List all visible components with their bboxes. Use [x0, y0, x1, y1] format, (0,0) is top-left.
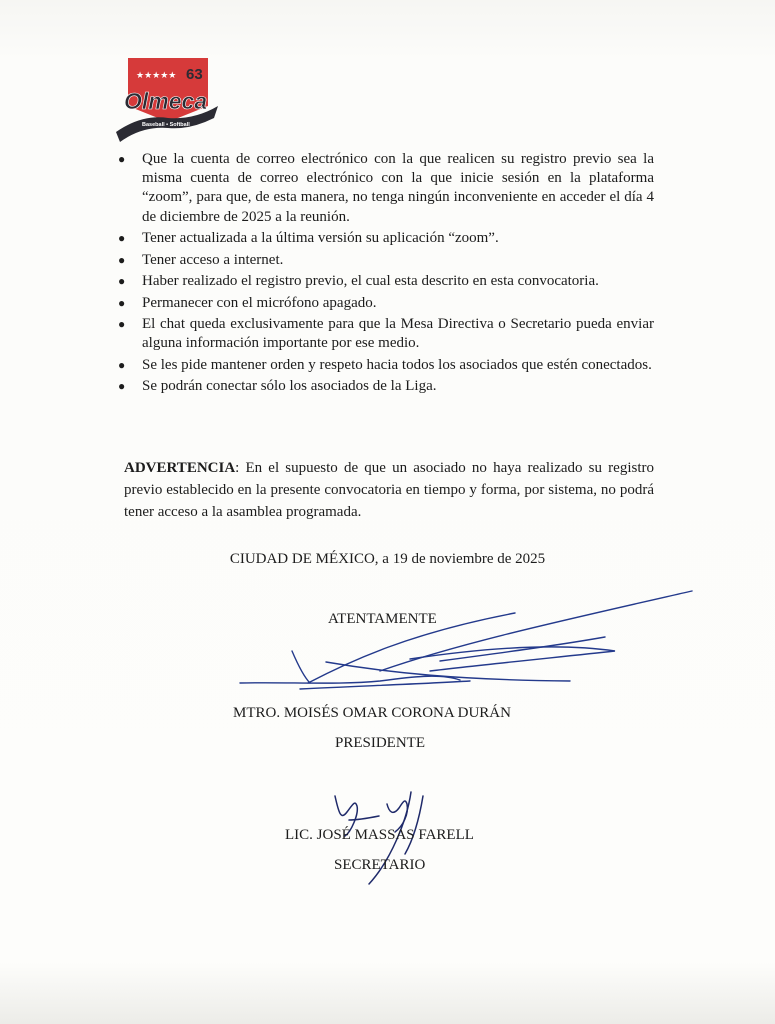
- list-item-text: Permanecer con el micrófono apagado.: [142, 294, 377, 311]
- list-item: [114, 251, 654, 270]
- logo-tagline: Baseball • Softball: [142, 122, 190, 128]
- bullet-icon: ●: [118, 357, 126, 372]
- list-item: [114, 377, 654, 396]
- list-item-text: Tener acceso a internet.: [142, 251, 284, 268]
- bullet-icon: ●: [118, 231, 126, 246]
- list-item-text: Haber realizado el registro previo, el cual esta descrito en esta convocatoria.: [142, 273, 599, 290]
- bullet-icon: ●: [118, 295, 126, 310]
- requirements-list: [114, 150, 654, 399]
- warning-text: : En el supuesto de que un asociado no haya realizado su registro previo establecido en la presente convocatoria en tiempo y forma, por sistema, no podrá tener acceso a la asamblea programada.: [124, 460, 654, 520]
- bullet-icon: ●: [118, 317, 126, 332]
- president-signature: [230, 585, 700, 700]
- warning-paragraph: [124, 457, 654, 523]
- logo-stars: ★★★★★: [136, 70, 177, 80]
- warning-label: ADVERTENCIA: [124, 460, 236, 476]
- list-item: [114, 356, 654, 375]
- list-item-text: Se les pide mantener orden y respeto hacia todos los asociados que estén conectados.: [142, 356, 652, 373]
- secretary-title: SECRETARIO: [334, 857, 426, 873]
- secretary-name: LIC. JOSÉ MASSAS FARELL: [285, 827, 474, 843]
- list-item-text: Se podrán conectar sólo los asociados de la Liga.: [142, 378, 437, 395]
- place-date: CIUDAD DE MÉXICO, a 19 de noviembre de 2025: [229, 551, 546, 567]
- list-item-text: Que la cuenta de correo electrónico con la que realicen su registro previo sea la misma cuenta de correo electrónico con la que inicie sesión en la plataforma “zoom”, para que, de esta manera, no tenga ningún inconveniente en acceder el día 4 de diciembre de 2025 a la reunión.: [142, 151, 654, 225]
- bullet-icon: ●: [118, 252, 126, 267]
- president-title: PRESIDENTE: [335, 735, 425, 751]
- list-item: [114, 315, 654, 353]
- list-item: [114, 229, 654, 248]
- list-item: [114, 150, 654, 227]
- list-item-text: El chat queda exclusivamente para que la Mesa Directiva o Secretario pueda enviar alguna información importante por ese medio.: [142, 316, 654, 352]
- list-item: [114, 272, 654, 291]
- logo-brand: Olmeca: [124, 88, 208, 114]
- olmeca-logo: [112, 56, 222, 148]
- logo-number: 63: [186, 66, 203, 83]
- president-name: MTRO. MOISÉS OMAR CORONA DURÁN: [233, 705, 511, 721]
- list-item: [114, 294, 654, 313]
- list-item-text: Tener actualizada a la última versión su aplicación “zoom”.: [142, 230, 499, 247]
- bullet-icon: ●: [118, 379, 126, 394]
- closing-text: ATENTAMENTE: [328, 611, 437, 627]
- bullet-icon: ●: [118, 152, 126, 166]
- bullet-icon: ●: [118, 274, 126, 289]
